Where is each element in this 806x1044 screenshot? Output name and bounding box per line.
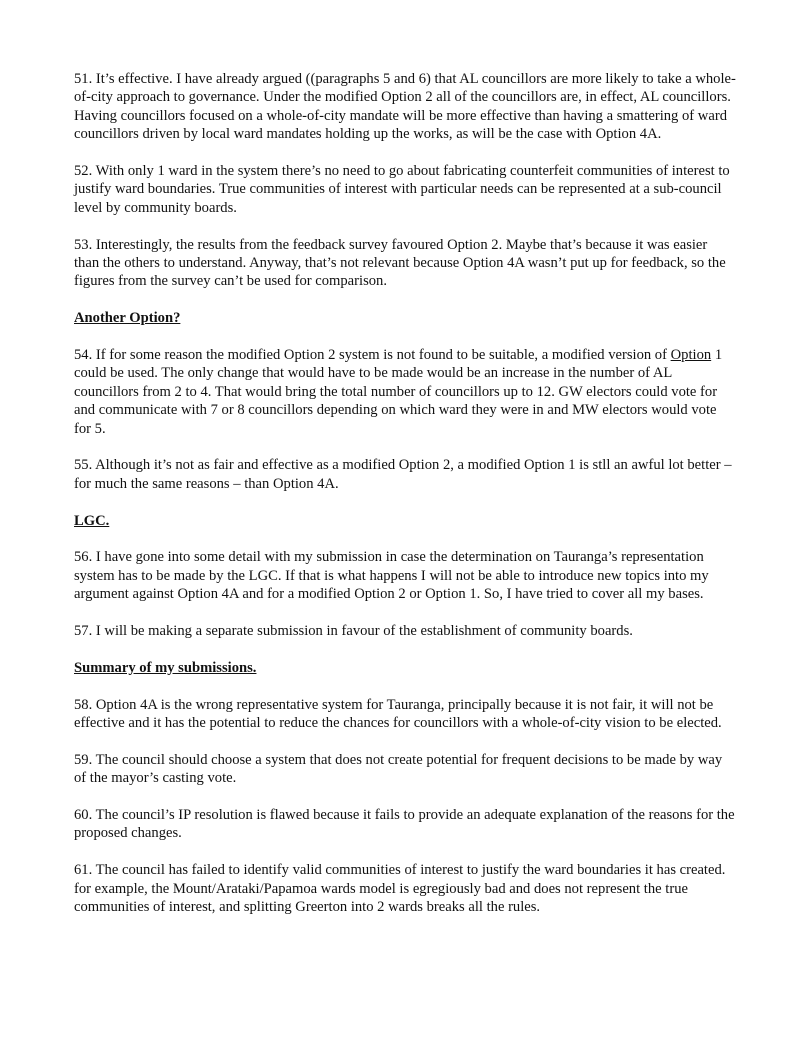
paragraph-54-underlined-word: Option: [670, 347, 712, 364]
paragraph-51: 51. It’s effective. I have already argued ((paragraphs 5 and 6) that AL councillors are more likely to take a whole-of-city approach to governance. Under the modified Option 2 all of the councillors are, in effect, AL councillors. Having councillors focused on a whole-of-city mandate will be more effective than having a smattering of ward councillors driven by local ward mandates holding up the works, as will be the case with Option 4A.: [74, 71, 736, 143]
paragraph-54-part-a: 54. If for some reason the modified Option 2 system is not found to be suitable, a modified version of: [74, 347, 671, 364]
paragraph-53: 53. Interestingly, the results from the feedback survey favoured Option 2. Maybe that’s because it was easier than the others to understand. Anyway, that’s not relevant because Option 4A wasn’t put up for feedback, so the figures from the survey can’t be used for comparison.: [74, 236, 726, 290]
paragraph-52: 52. With only 1 ward in the system there’s no need to go about fabricating counterfeit communities of interest to justify ward boundaries. True communities of interest with particular needs can be represented at a sub-council level by community boards.: [74, 163, 730, 216]
document-page: [74, 70, 736, 935]
paragraph-54-part-b: 1 could be used. The only change that would have to be made would be an increase in the number of AL councillors from 2 to 4. That would bring the total number of councillors up to 12. GW electors could vote for and communicate with 7 or 8 councillors depending on which ward they were in and MW electors would vote for 5.: [74, 347, 723, 437]
heading-summary: Summary of my submissions.: [74, 659, 257, 676]
paragraph-60: 60. The council’s IP resolution is flawed because it fails to provide an adequate explanation of the reasons for the proposed changes.: [74, 807, 735, 842]
paragraph-61: 61. The council has failed to identify valid communities of interest to justify the ward boundaries it has created. for example, the Mount/Arataki/Papamoa wards model is egregiously bad and does not represent the true communities of interest, and splitting Greerton into 2 wards breaks all the rules.: [74, 862, 726, 916]
paragraph-54: [74, 346, 736, 438]
paragraph-55: 55. Although it’s not as fair and effective as a modified Option 2, a modified Option 1 is stll an awful lot better – for much the same reasons – than Option 4A.: [74, 457, 732, 492]
paragraph-58: 58. Option 4A is the wrong representative system for Tauranga, principally because it is not fair, it will not be effective and it has the potential to reduce the chances for councillors with a whole-of-city vision to be elected.: [74, 696, 722, 732]
paragraph-59: 59. The council should choose a system that does not create potential for frequent decisions to be made by way of the mayor’s casting vote.: [74, 751, 723, 787]
paragraph-57: 57. I will be making a separate submission in favour of the establishment of community boards.: [74, 623, 633, 640]
heading-another-option: Another Option?: [74, 310, 181, 327]
heading-lgc: LGC.: [74, 512, 110, 529]
paragraph-56: 56. I have gone into some detail with my submission in case the determination on Tauranga’s representation system has to be made by the LGC. If that is what happens I will not be able to introduce new topics into my argument against Option 4A and for a modified Option 2 or Option 1. So, I have tried to cover all my bases.: [74, 549, 709, 603]
